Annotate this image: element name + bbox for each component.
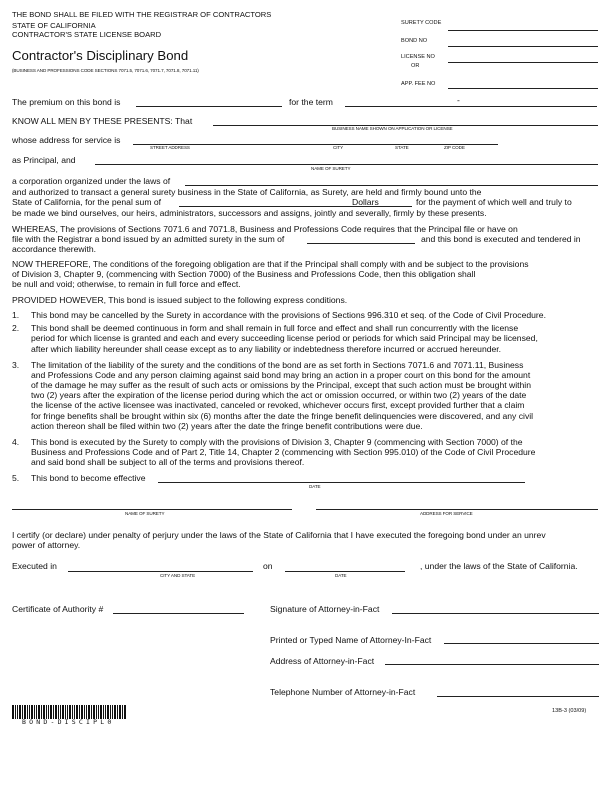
barcode-icon	[12, 705, 127, 719]
whereas-line1: WHEREAS, The provisions of Sections 7071.6 and 7071.8, Business and Professions Code requires that the Principal file or have on	[12, 224, 518, 234]
zip-caption: ZIP CODE	[444, 145, 465, 150]
condition-3-line: action thereon shall be filed within two (2) years after the date the fringe benefit contributions were due.	[31, 421, 423, 431]
condition-3-number: 3.	[12, 360, 20, 370]
now-therefore-line2: of Division 3, Chapter 9, (commencing with Section 7000) of the Business and Professions Code, then this obligation shall	[12, 269, 476, 279]
app-fee-no-field[interactable]	[448, 88, 598, 89]
street-caption: STREET ADDRESS	[150, 145, 190, 150]
now-therefore-line3: be null and void; otherwise, to remain in full force and effect.	[12, 279, 241, 289]
executed-in-label: Executed in	[12, 561, 57, 571]
printed-name-label: Printed or Typed Name of Attorney-In-Fact	[270, 635, 432, 645]
city-and-state-caption: CITY AND STATE	[160, 573, 196, 578]
name-of-surety-caption: NAME OF SURETY	[125, 511, 165, 516]
board-name: CONTRACTOR'S STATE LICENSE BOARD	[12, 30, 162, 39]
state-name: STATE OF CALIFORNIA	[12, 21, 96, 30]
condition-5-number: 5.	[12, 473, 20, 483]
condition-5-line: This bond to become effective	[31, 473, 146, 483]
surety-code-field[interactable]	[448, 30, 598, 31]
address-for-service-caption: ADDRESS FOR SERVICE	[420, 511, 473, 516]
condition-2-line: period for which license is granted and each and every succeeding license period or periods for which said Principal may be licensed,	[31, 333, 538, 343]
business-name-caption: BUSINESS NAME SHOWN ON APPLICATION OR LICENSE	[332, 126, 453, 131]
condition-3-line: for fringe benefits shall be brought within six (6) months after the date the fringe benefit delinquencies were discovered, and any civil	[31, 411, 534, 421]
condition-1-number: 1.	[12, 310, 20, 320]
attorney-address-label: Address of Attorney-in-Fact	[270, 656, 375, 666]
corporation-line2: and authorized to transact a general surety business in the State of California, as Surety, are held and firmly bound unto the	[12, 187, 482, 197]
premium-field[interactable]	[136, 106, 282, 107]
executed-on-label: on	[263, 561, 273, 571]
telephone-field[interactable]	[437, 696, 599, 697]
premium-label: The premium on this bond is	[12, 97, 121, 107]
executed-date-caption: DATE	[335, 573, 347, 578]
signature-label: Signature of Attorney-in-Fact	[270, 604, 380, 614]
surety-name-signature-field[interactable]	[12, 509, 292, 510]
condition-2-line: This bond shall be deemed continuous in form and shall remain in full force and effect and shall run concurrently with the license	[31, 323, 519, 333]
term-dash: -	[457, 95, 460, 105]
certificate-of-authority-label: Certificate of Authority #	[12, 604, 104, 614]
bond-no-field[interactable]	[448, 46, 598, 47]
condition-2-number: 2.	[12, 323, 20, 333]
barcode-text: BOND-DISCIPL0	[22, 718, 115, 726]
condition-1-line: This bond may be cancelled by the Surety in accordance with the provisions of Sections 996.310 et seq. of the Code of Civil Procedure.	[31, 310, 546, 320]
whereas-line2a: file with the Registrar a bond issued by an admitted surety in the sum of	[12, 234, 285, 244]
term-field[interactable]	[345, 106, 597, 107]
filing-notice: THE BOND SHALL BE FILED WITH THE REGISTRAR OF CONTRACTORS	[12, 10, 272, 19]
surety-code-label: SURETY CODE	[401, 20, 442, 26]
form-number: 13B-3 (03/09)	[552, 708, 587, 714]
surety-name-field[interactable]	[95, 164, 598, 165]
corporation-line3b: for the payment of which well and truly to	[416, 197, 572, 207]
condition-4-line: Business and Professions Code and of Part 2, Title 14, Chapter 2 (commencing with Section 995.010) of the Code of Civil Procedure	[31, 447, 536, 457]
term-label: for the term	[289, 97, 333, 107]
address-label: whose address for service is	[12, 135, 121, 145]
printed-name-field[interactable]	[444, 643, 599, 644]
provided-however: PROVIDED HOWEVER, This bond is issued subject to the following express conditions.	[12, 295, 348, 305]
effective-date-field[interactable]	[158, 482, 525, 483]
condition-3-line: of the damage he may suffer as the result of such acts or omissions by the Principal, except that such action must be brought within	[31, 380, 531, 390]
attorney-address-field[interactable]	[385, 664, 599, 665]
certificate-of-authority-field[interactable]	[113, 613, 244, 614]
executed-suffix: , under the laws of the State of California.	[420, 561, 578, 571]
corporation-line4: be made we bind ourselves, our heirs, administrators, successors and assigns, jointly and severally, firmly by these presents.	[12, 208, 487, 218]
condition-3-line: The limitation of the liability of the surety and the conditions of the bond are as set forth in Sections 7071.6 and 7071.11, Business	[31, 360, 524, 370]
executed-city-field[interactable]	[68, 571, 253, 572]
address-for-service-field[interactable]	[316, 509, 598, 510]
now-therefore-line1: NOW THEREFORE, The conditions of the foregoing obligation are that if the Principal shall comply with and be subject to the provisions	[12, 259, 529, 269]
corporation-line1: a corporation organized under the laws of	[12, 176, 171, 186]
dollars-label: Dollars	[352, 197, 379, 207]
surety-name-caption: NAME OF SURETY	[311, 166, 351, 171]
whereas-line2b: and this bond is executed and tendered in	[421, 234, 581, 244]
condition-2-line: after which liability hereunder shall cease except as to any liability or indebtedness therefore incurred or accrued hereunder.	[31, 344, 502, 354]
principal-label: as Principal, and	[12, 155, 76, 165]
page-title: Contractor's Disciplinary Bond	[12, 48, 189, 63]
license-no-field[interactable]	[448, 62, 598, 63]
signature-field[interactable]	[392, 613, 599, 614]
organized-laws-field[interactable]	[185, 185, 598, 186]
bond-sum-field[interactable]	[307, 243, 415, 244]
condition-4-number: 4.	[12, 437, 20, 447]
condition-4-line: This bond is executed by the Surety to comply with the provisions of Division 3, Chapter 9 (commencing with Section 7000) of the	[31, 437, 523, 447]
corporation-line3a: State of California, for the penal sum of	[12, 197, 162, 207]
code-sections: (BUSINESS AND PROFESSIONS CODE SECTIONS 7071.5, 7071.6, 7071.7, 7071.8, 7071.11)	[12, 68, 199, 73]
app-fee-no-label: APP. FEE NO	[401, 81, 436, 87]
state-caption: STATE	[395, 145, 409, 150]
bond-no-label: BOND NO	[401, 38, 428, 44]
license-no-label: LICENSE NO	[401, 54, 435, 60]
condition-3-line: two (2) years after the expiration of the license period during which the act or omission occurred, or within two (2) years of the date	[31, 390, 527, 400]
city-caption: CITY	[333, 145, 344, 150]
condition-3-line: the license of the active licensee was inactivated, canceled or revoked, whichever occurs first, except provided further that a claim	[31, 400, 525, 410]
condition-4-line: and said bond shall be subject to all of the terms and provisions thereof.	[31, 457, 305, 467]
whereas-line3: accordance therewith.	[12, 244, 97, 254]
effective-date-caption: DATE	[309, 484, 321, 489]
certify-line1: I certify (or declare) under penalty of perjury under the laws of the State of California that I have executed the foregoing bond under an unrev	[12, 530, 546, 540]
executed-date-field[interactable]	[285, 571, 405, 572]
telephone-label: Telephone Number of Attorney-in-Fact	[270, 687, 416, 697]
condition-3-line: and Professions Code and any person claiming against said bond may bring an action in a proper court on this bond for the amount	[31, 370, 531, 380]
certify-line2: power of attorney.	[12, 540, 81, 550]
know-all-label: KNOW ALL MEN BY THESE PRESENTS: That	[12, 116, 193, 126]
or-label: OR	[411, 63, 420, 69]
